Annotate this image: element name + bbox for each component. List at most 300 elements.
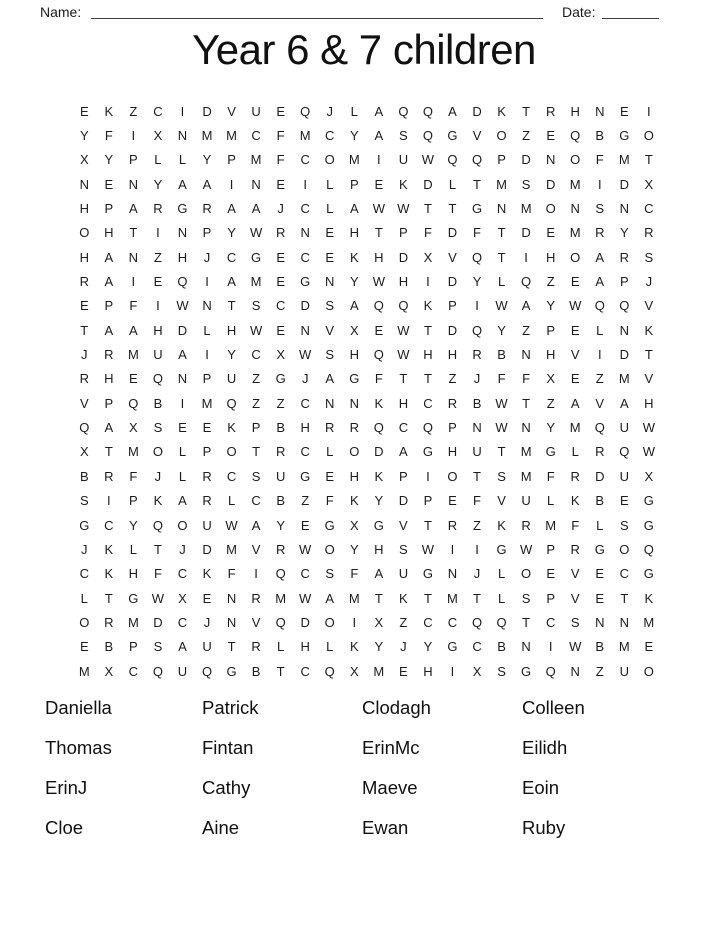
grid-letter: D <box>374 444 384 460</box>
grid-letter: R <box>275 444 286 460</box>
grid-letter: D <box>521 225 531 241</box>
grid-letter: B <box>595 493 605 509</box>
grid-letter: W <box>176 298 189 314</box>
grid-letter: H <box>128 566 139 582</box>
grid-letter: J <box>277 201 284 217</box>
grid-letter: C <box>325 128 335 144</box>
grid-letter: D <box>447 225 458 241</box>
grid-letter: B <box>595 128 605 144</box>
grid-letter: R <box>104 468 114 484</box>
grid-letter: Y <box>349 128 359 144</box>
grid-letter: M <box>201 395 213 411</box>
grid-letter: D <box>472 103 482 119</box>
grid-letter: D <box>300 614 310 630</box>
grid-letter: W <box>421 152 435 168</box>
grid-letter: D <box>521 152 531 168</box>
grid-letter: G <box>619 128 630 144</box>
grid-letter: Q <box>324 663 335 679</box>
grid-letter: S <box>619 517 629 533</box>
grid-letter: I <box>180 103 185 119</box>
grid-letter: W <box>249 225 263 241</box>
grid-letter: N <box>496 201 507 217</box>
grid-letter: F <box>350 566 359 582</box>
grid-letter: D <box>619 347 629 363</box>
grid-letter: V <box>570 347 580 363</box>
grid-letter: P <box>349 176 359 192</box>
grid-letter: F <box>227 566 236 582</box>
grid-letter: B <box>104 639 114 655</box>
grid-letter: K <box>423 298 433 314</box>
grid-letter: C <box>423 395 433 411</box>
grid-letter: N <box>128 176 139 192</box>
grid-letter: L <box>497 590 506 606</box>
grid-letter: J <box>400 639 407 655</box>
grid-letter: X <box>153 128 163 144</box>
grid-letter: H <box>104 371 114 387</box>
grid-letter: Q <box>373 420 384 436</box>
grid-letter: Y <box>619 225 629 241</box>
grid-letter: U <box>202 639 212 655</box>
grid-letter: Q <box>619 298 630 314</box>
grid-letter: F <box>276 152 285 168</box>
grid-letter: D <box>595 468 605 484</box>
grid-letter: M <box>78 663 90 679</box>
grid-letter: P <box>129 152 138 168</box>
grid-letter: C <box>153 103 163 119</box>
grid-letter: E <box>546 128 555 144</box>
grid-letter: M <box>618 639 630 655</box>
grid-letter: M <box>520 201 532 217</box>
grid-letter: H <box>398 274 409 290</box>
grid-letter: H <box>374 541 384 557</box>
grid-letter: H <box>545 249 556 265</box>
grid-letter: R <box>104 614 114 630</box>
grid-letter: E <box>619 493 629 509</box>
grid-letter: F <box>104 128 113 144</box>
grid-letter: A <box>129 201 138 217</box>
grid-letter: H <box>423 663 433 679</box>
grid-letter: A <box>104 249 114 265</box>
grid-letter: M <box>348 152 360 168</box>
grid-letter: L <box>326 444 334 460</box>
grid-letter: H <box>104 225 114 241</box>
grid-letter: K <box>104 566 114 582</box>
grid-letter: A <box>325 371 335 387</box>
grid-letter: B <box>472 395 482 411</box>
grid-letter: Z <box>522 128 531 144</box>
grid-letter: A <box>251 201 261 217</box>
grid-letter: W <box>299 590 312 606</box>
grid-letter: E <box>325 225 335 241</box>
grid-letter: R <box>202 201 212 217</box>
grid-letter: Q <box>398 298 409 314</box>
grid-letter: Q <box>619 444 630 460</box>
grid-letter: P <box>202 371 212 387</box>
grid-letter: D <box>177 322 188 338</box>
grid-letter: Z <box>448 371 457 387</box>
grid-letter: C <box>300 444 310 460</box>
grid-letter: X <box>79 152 89 168</box>
grid-letter: I <box>524 249 528 265</box>
grid-letter: P <box>497 152 506 168</box>
grid-letter: D <box>202 541 212 557</box>
grid-letter: E <box>546 566 555 582</box>
grid-letter: C <box>300 566 310 582</box>
grid-letter: X <box>349 663 359 679</box>
grid-letter: E <box>448 493 457 509</box>
grid-letter: Z <box>301 493 310 509</box>
grid-letter: E <box>570 322 580 338</box>
grid-letter: N <box>79 176 89 192</box>
grid-letter: G <box>594 541 605 557</box>
grid-letter: G <box>422 566 433 582</box>
page-title: Year 6 & 7 children <box>192 26 536 73</box>
grid-letter: M <box>127 614 139 630</box>
grid-letter: Q <box>570 128 581 144</box>
grid-letter: R <box>275 225 286 241</box>
grid-letter: W <box>642 444 655 460</box>
grid-letter: R <box>202 493 212 509</box>
grid-letter: G <box>471 201 483 217</box>
grid-letter: A <box>349 298 359 314</box>
grid-letter: Y <box>202 152 212 168</box>
grid-letter: I <box>156 225 160 241</box>
grid-letter: E <box>399 663 408 679</box>
grid-letter: F <box>374 371 383 387</box>
grid-letter: T <box>129 225 138 241</box>
grid-letter: M <box>643 614 655 630</box>
grid-letter: Y <box>349 274 359 290</box>
word-list-item: Ruby <box>522 817 566 838</box>
word-list <box>45 688 662 848</box>
grid-letter: H <box>300 639 310 655</box>
grid-letter: R <box>570 468 580 484</box>
word-list-item: ErinMc <box>362 737 420 758</box>
grid-letter: Q <box>471 249 483 265</box>
grid-letter: K <box>349 639 359 655</box>
grid-letter: H <box>349 468 359 484</box>
grid-letter: M <box>569 420 581 436</box>
grid-letter: H <box>447 444 458 460</box>
grid-letter: E <box>79 298 89 314</box>
grid-letter: W <box>495 395 508 411</box>
grid-letter: K <box>104 541 114 557</box>
grid-letter: T <box>374 590 383 606</box>
grid-letter: F <box>129 298 138 314</box>
grid-letter: A <box>202 176 212 192</box>
grid-letter: D <box>619 176 629 192</box>
grid-letter: C <box>128 663 139 679</box>
grid-letter: V <box>570 566 580 582</box>
grid-letter: M <box>226 541 237 557</box>
grid-letter: T <box>644 347 653 363</box>
grid-letter: X <box>129 420 138 436</box>
grid-letter: Q <box>275 566 286 582</box>
grid-letter: Z <box>399 614 408 630</box>
grid-letter: S <box>251 298 261 314</box>
grid-letter: T <box>423 590 432 606</box>
date-label: Date: <box>562 4 596 20</box>
grid-letter: X <box>349 517 359 533</box>
grid-letter: D <box>202 103 212 119</box>
grid-letter: C <box>104 517 114 533</box>
grid-letter: E <box>178 420 187 436</box>
grid-letter: T <box>448 201 457 217</box>
grid-letter: O <box>521 566 532 582</box>
grid-letter: Q <box>471 614 483 630</box>
grid-letter: N <box>325 395 335 411</box>
grid-letter: P <box>202 444 212 460</box>
grid-letter: Q <box>422 420 433 436</box>
grid-letter: I <box>131 274 136 290</box>
grid-letter: I <box>597 347 602 363</box>
grid-letter: L <box>178 152 187 168</box>
grid-letter: Z <box>595 663 604 679</box>
grid-letter: F <box>325 493 334 509</box>
grid-letter: R <box>644 225 654 241</box>
grid-letter: K <box>374 468 384 484</box>
grid-letter: G <box>300 468 311 484</box>
grid-letter: U <box>619 468 629 484</box>
grid-letter: A <box>178 347 187 363</box>
grid-letter: T <box>620 590 629 606</box>
grid-letter: N <box>202 298 212 314</box>
grid-letter: E <box>374 176 384 192</box>
grid-letter: E <box>79 103 89 119</box>
grid-letter: A <box>251 517 261 533</box>
grid-letter: B <box>153 395 163 411</box>
grid-letter: M <box>520 468 532 484</box>
grid-letter: K <box>202 566 212 582</box>
word-list-item: Clodagh <box>362 697 431 718</box>
grid-letter: Q <box>643 541 654 557</box>
grid-letter: F <box>497 371 506 387</box>
grid-letter: O <box>447 468 458 484</box>
grid-letter: Z <box>473 517 481 533</box>
word-list-item: Cloe <box>45 817 84 838</box>
grid-letter: E <box>276 249 285 265</box>
grid-letter: R <box>521 517 531 533</box>
grid-letter: T <box>522 614 531 630</box>
grid-letter: Q <box>152 371 163 387</box>
grid-letter: H <box>398 395 409 411</box>
grid-letter: Y <box>104 152 114 168</box>
grid-letter: Q <box>496 614 507 630</box>
word-search-grid <box>72 99 661 683</box>
grid-letter: E <box>202 420 212 436</box>
grid-letter: I <box>475 298 479 314</box>
grid-letter: E <box>276 322 285 338</box>
grid-letter: C <box>251 128 261 144</box>
grid-letter: T <box>522 103 531 119</box>
grid-letter: N <box>619 614 629 630</box>
grid-letter: I <box>205 274 209 290</box>
grid-letter: A <box>227 274 236 290</box>
grid-letter: S <box>521 176 531 192</box>
grid-letter: K <box>349 493 359 509</box>
grid-letter: G <box>128 590 139 606</box>
grid-letter: Y <box>349 541 359 557</box>
grid-letter: I <box>229 176 234 192</box>
grid-letter: S <box>644 249 654 265</box>
grid-letter: F <box>546 468 555 484</box>
grid-letter: N <box>349 395 359 411</box>
grid-letter: O <box>545 201 556 217</box>
grid-letter: J <box>326 103 333 119</box>
grid-letter: G <box>521 663 532 679</box>
grid-letter: J <box>203 614 211 630</box>
grid-letter: R <box>79 274 89 290</box>
grid-letter: V <box>497 493 506 509</box>
grid-letter: Q <box>373 347 384 363</box>
grid-letter: V <box>325 322 335 338</box>
grid-letter: T <box>153 541 162 557</box>
grid-letter: M <box>348 590 360 606</box>
name-fill-line <box>91 3 543 19</box>
grid-letter: P <box>399 225 408 241</box>
grid-letter: W <box>642 420 655 436</box>
grid-letter: I <box>597 176 602 192</box>
grid-letter: D <box>447 322 458 338</box>
grid-letter: E <box>570 274 580 290</box>
grid-letter: E <box>202 590 212 606</box>
grid-letter: L <box>448 176 457 192</box>
grid-letter: Q <box>471 322 483 338</box>
grid-letter: Y <box>546 420 555 436</box>
grid-letter: B <box>497 639 506 655</box>
grid-letter: F <box>473 225 481 241</box>
grid-letter: Q <box>201 663 213 679</box>
grid-letter: Q <box>128 395 139 411</box>
grid-letter: A <box>448 103 457 119</box>
grid-letter: D <box>300 298 310 314</box>
grid-letter: E <box>129 371 138 387</box>
grid-letter: Q <box>471 152 483 168</box>
grid-letter: C <box>644 201 654 217</box>
grid-letter: S <box>325 566 335 582</box>
grid-letter: O <box>496 128 507 144</box>
grid-letter: L <box>227 493 236 509</box>
grid-letter: T <box>80 322 89 338</box>
grid-letter: P <box>104 201 114 217</box>
grid-letter: Y <box>276 517 285 533</box>
grid-letter: K <box>644 322 654 338</box>
grid-letter: Q <box>447 152 458 168</box>
grid-letter: I <box>647 103 651 119</box>
grid-letter: I <box>548 639 553 655</box>
grid-letter: G <box>422 444 433 460</box>
grid-letter: C <box>177 566 188 582</box>
grid-letter: H <box>79 249 89 265</box>
grid-letter: U <box>472 444 482 460</box>
grid-letter: T <box>104 590 113 606</box>
word-list-item: Cathy <box>202 777 251 798</box>
grid-letter: P <box>129 639 138 655</box>
grid-letter: N <box>226 590 237 606</box>
grid-letter: B <box>251 663 261 679</box>
grid-letter: S <box>521 590 531 606</box>
grid-letter: J <box>179 541 186 557</box>
grid-letter: Y <box>374 639 384 655</box>
grid-letter: I <box>254 566 258 582</box>
grid-letter: W <box>569 639 582 655</box>
grid-letter: G <box>643 517 654 533</box>
grid-letter: V <box>644 371 654 387</box>
grid-letter: I <box>450 541 455 557</box>
grid-letter: F <box>129 468 138 484</box>
grid-letter: I <box>180 395 185 411</box>
grid-letter: P <box>546 322 555 338</box>
grid-letter: S <box>325 347 335 363</box>
grid-letter: G <box>643 566 654 582</box>
grid-letter: A <box>104 420 114 436</box>
grid-letter: J <box>203 249 211 265</box>
grid-letter: X <box>374 614 384 630</box>
grid-letter: W <box>151 590 165 606</box>
grid-letter: M <box>201 128 213 144</box>
grid-letter: I <box>426 274 430 290</box>
grid-letter: G <box>496 541 507 557</box>
grid-letter: N <box>595 103 605 119</box>
grid-letter: T <box>473 176 481 192</box>
word-list-item: Ewan <box>362 817 409 838</box>
grid-letter: S <box>325 298 335 314</box>
grid-letter: B <box>595 639 605 655</box>
grid-letter: Y <box>79 128 89 144</box>
grid-letter: Q <box>398 103 409 119</box>
name-label: Name: <box>40 4 82 20</box>
grid-letter: R <box>325 420 335 436</box>
grid-letter: T <box>497 225 506 241</box>
word-list-item: Fintan <box>202 737 254 758</box>
grid-letter: O <box>570 152 581 168</box>
grid-letter: R <box>251 590 261 606</box>
grid-letter: W <box>519 541 533 557</box>
grid-letter: G <box>373 517 384 533</box>
grid-letter: W <box>495 420 508 436</box>
grid-letter: Z <box>276 395 285 411</box>
grid-letter: G <box>545 444 556 460</box>
grid-letter: I <box>156 298 160 314</box>
grid-letter: K <box>153 493 163 509</box>
grid-letter: N <box>619 201 629 217</box>
grid-letter: H <box>423 347 433 363</box>
grid-letter: A <box>349 201 359 217</box>
grid-letter: N <box>300 225 310 241</box>
grid-letter: O <box>324 614 335 630</box>
grid-letter: G <box>324 517 335 533</box>
grid-letter: L <box>326 176 334 192</box>
grid-letter: V <box>79 395 89 411</box>
grid-letter: H <box>153 322 163 338</box>
grid-letter: N <box>325 274 335 290</box>
grid-letter: Q <box>521 274 532 290</box>
grid-letter: E <box>153 274 163 290</box>
grid-letter: K <box>104 103 114 119</box>
grid-letter: N <box>570 201 580 217</box>
grid-letter: G <box>643 493 654 509</box>
grid-letter: I <box>205 347 209 363</box>
grid-letter: X <box>472 663 482 679</box>
grid-letter: P <box>202 225 212 241</box>
grid-letter: K <box>227 420 236 436</box>
grid-letter: R <box>545 103 556 119</box>
grid-letter: Q <box>373 298 384 314</box>
grid-letter: X <box>79 444 89 460</box>
grid-letter: N <box>619 322 629 338</box>
grid-letter: M <box>299 128 311 144</box>
grid-letter: C <box>300 201 310 217</box>
